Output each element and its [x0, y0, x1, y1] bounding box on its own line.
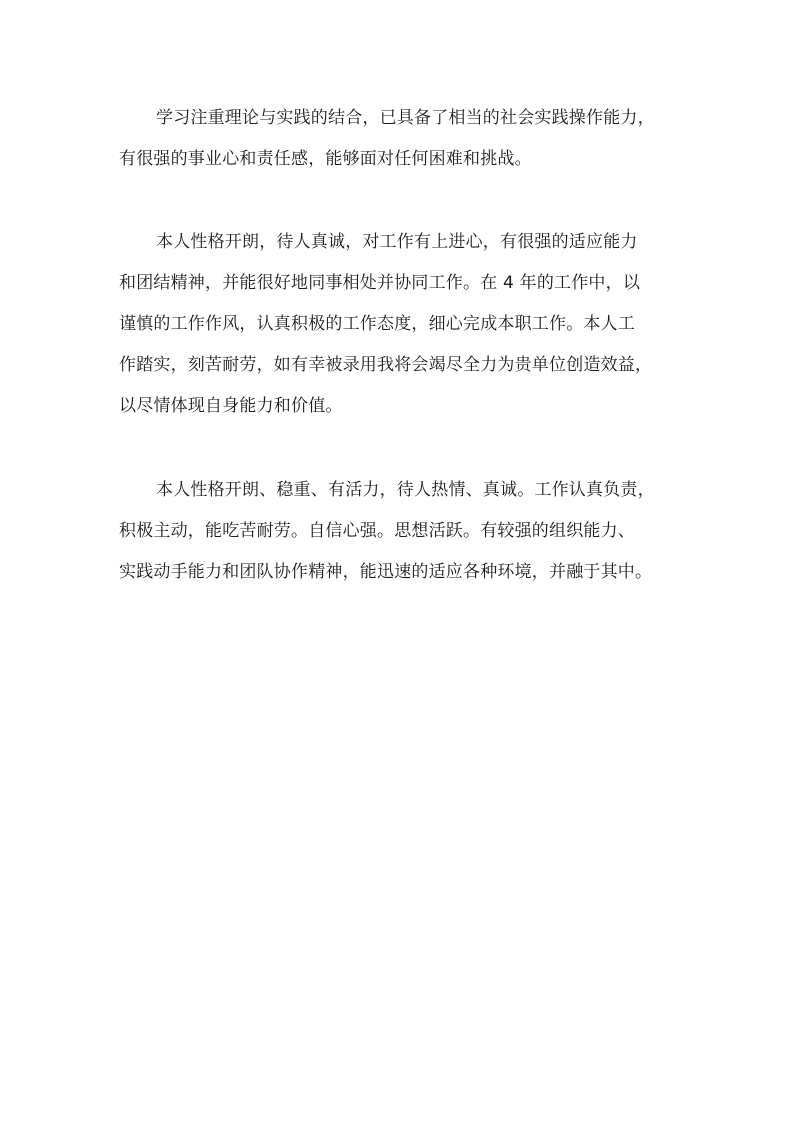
paragraph-line: 学习注重理论与实践的结合，已具备了相当的社会实践操作能力，: [156, 108, 655, 128]
paragraph-line: 有很强的事业心和责任感，能够面对任何困难和挑战。: [119, 149, 532, 169]
paragraph-line: 谨慎的工作作风，认真积极的工作态度，细心完成本职工作。本人工: [119, 314, 635, 334]
paragraph-2: [119, 222, 694, 427]
paragraph-line: 以尽情体现自身能力和价值。: [119, 396, 343, 416]
paragraph-line: 实践动手能力和团队协作精神，能迅速的适应各种环境，并融于其中。: [119, 562, 653, 582]
paragraph-3: [119, 470, 694, 593]
paragraph-1: [119, 98, 694, 180]
paragraph-line: 本人性格开朗、稳重、有活力，待人热情、真诚。工作认真负责，: [156, 480, 655, 500]
paragraph-line: 本人性格开朗，待人真诚，对工作有上进心，有很强的适应能力: [156, 232, 638, 252]
paragraph-line: 作踏实，刻苦耐劳，如有幸被录用我将会竭尽全力为贵单位创造效益，: [119, 355, 653, 375]
paragraph-line: 积极主动，能吃苦耐劳。自信心强。思想活跃。有较强的组织能力、: [119, 521, 635, 541]
paragraph-line: 和团结精神，并能很好地同事相处并协同工作。在 4 年的工作中，以: [119, 273, 641, 293]
